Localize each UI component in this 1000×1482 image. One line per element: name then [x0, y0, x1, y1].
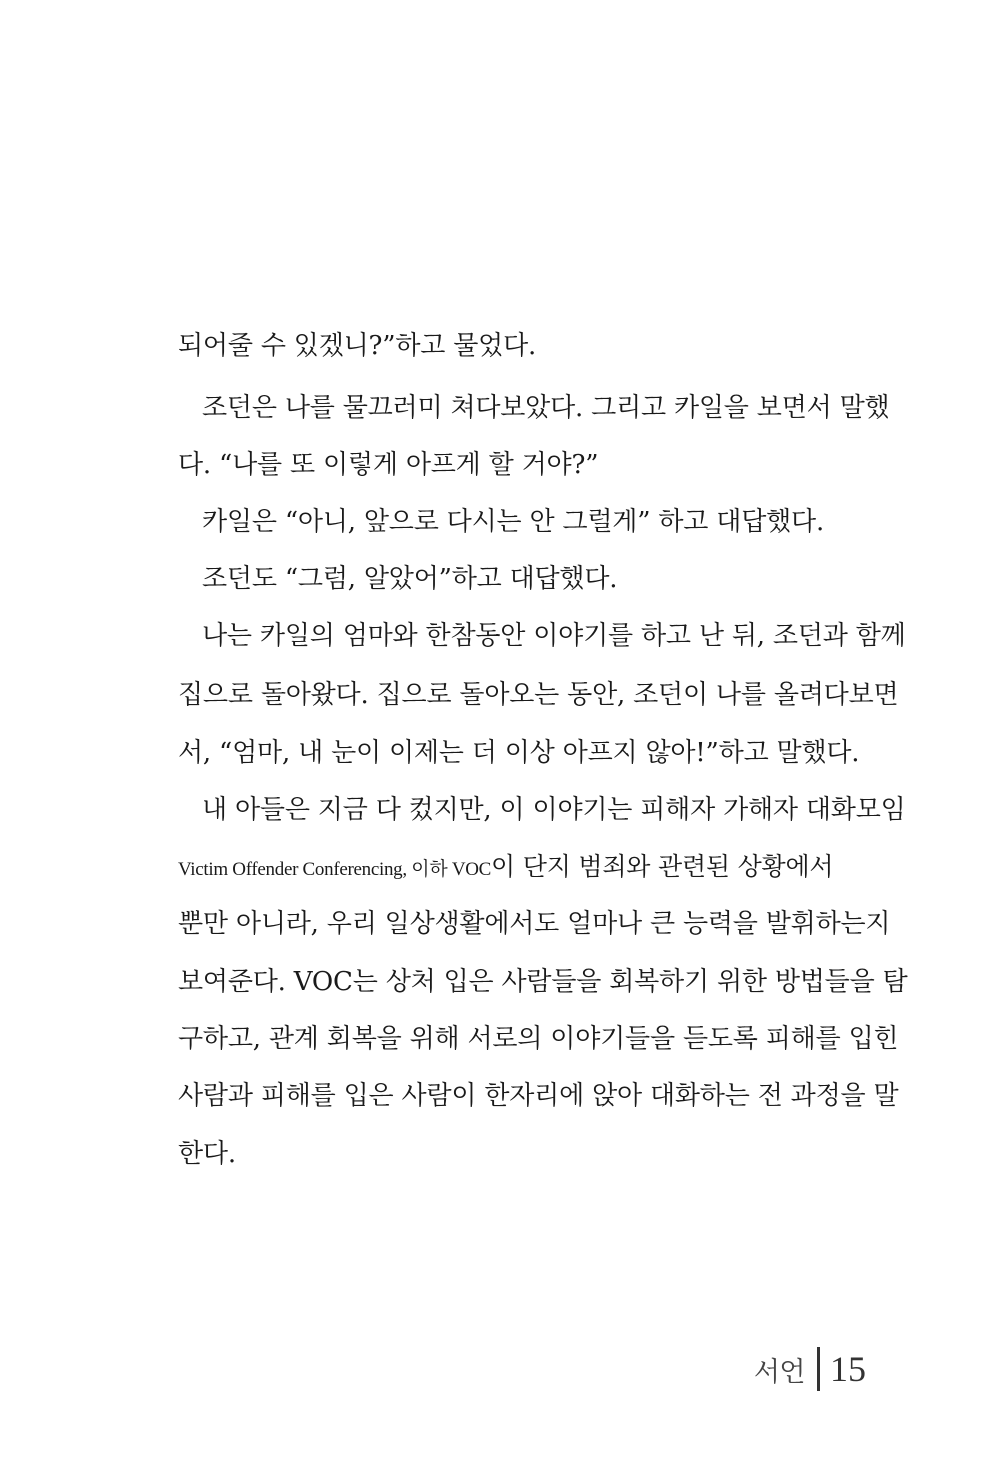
- text-line: 내 아들은 지금 다 컸지만, 이 이야기는 피해자 가해자 대화모임: [202, 795, 906, 825]
- text-line: 뿐만 아니라, 우리 일상생활에서도 얼마나 큰 능력을 발휘하는지: [178, 909, 891, 939]
- text-line: 되어줄 수 있겠니?”하고 물었다.: [178, 331, 537, 361]
- text-line: 구하고, 관계 회복을 위해 서로의 이야기들을 듣도록 피해를 입힌: [178, 1024, 899, 1054]
- text-line: 조던도 “그럼, 알았어”하고 대답했다.: [202, 564, 618, 594]
- text-line-continuation: 이 단지 범죄와 관련된 상황에서: [491, 852, 834, 881]
- text-line: [178, 847, 833, 887]
- text-line: 카일은 “아니, 앞으로 다시는 안 그럴게” 하고 대답했다.: [202, 507, 825, 537]
- text-line: 한다.: [178, 1139, 236, 1169]
- text-line: 집으로 돌아왔다. 집으로 돌아오는 동안, 조던이 나를 올려다보면: [178, 680, 899, 710]
- section-title: 서언: [753, 1356, 805, 1388]
- page-footer: [754, 1344, 866, 1394]
- text-line: 조던은 나를 물끄러미 쳐다보았다. 그리고 카일을 보면서 말했: [202, 393, 890, 423]
- text-line: 사람과 피해를 입은 사람이 한자리에 앉아 대화하는 전 과정을 말: [178, 1081, 899, 1111]
- page-number: 15: [830, 1349, 866, 1389]
- text-line: 다. “나를 또 이렇게 아프게 할 거야?”: [178, 450, 599, 480]
- text-line: 나는 카일의 엄마와 한참동안 이야기를 하고 난 뒤, 조던과 함께: [202, 621, 906, 651]
- inline-english-term: Victim Offender Conferencing, 이하 VOC: [178, 859, 492, 880]
- footer-divider: [817, 1347, 820, 1391]
- text-line: 보여준다. VOC는 상처 입은 사람들을 회복하기 위한 방법들을 탐: [178, 967, 908, 997]
- text-line: 서, “엄마, 내 눈이 이제는 더 이상 아프지 않아!”하고 말했다.: [178, 738, 860, 768]
